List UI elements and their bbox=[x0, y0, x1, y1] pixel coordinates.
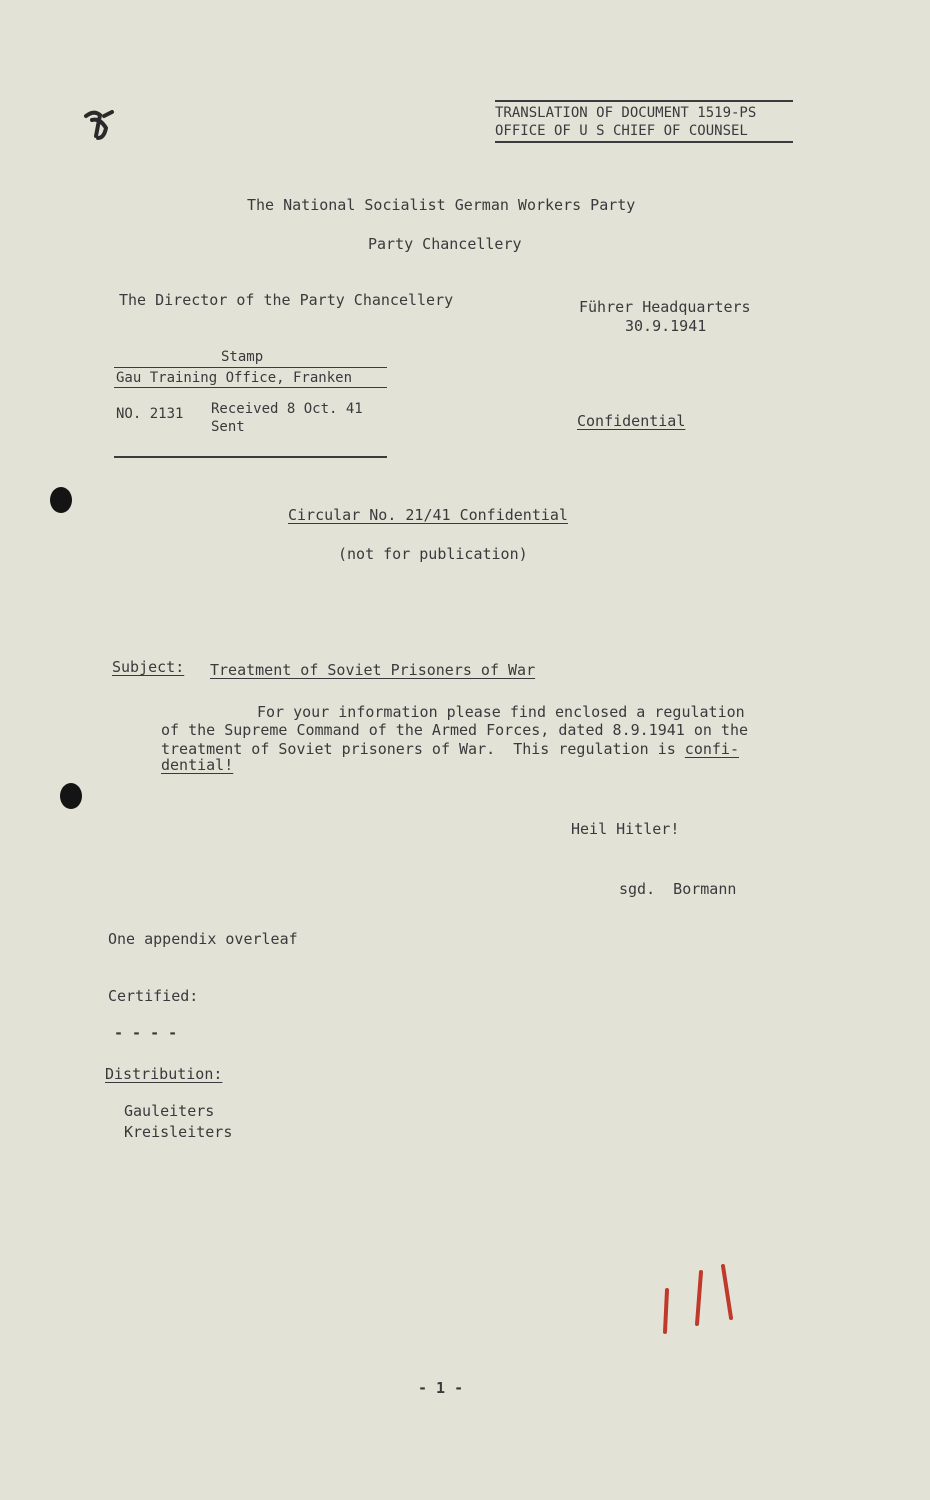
binder-hole-bottom bbox=[60, 783, 82, 809]
party-name: The National Socialist German Workers Party bbox=[247, 196, 636, 214]
subject-text: Treatment of Soviet Prisoners of War bbox=[210, 661, 536, 679]
header-top-rule bbox=[495, 100, 793, 102]
distribution-item: Kreisleiters bbox=[124, 1123, 233, 1141]
body-line-3-underlined: confi- bbox=[684, 740, 739, 758]
enclosure-note: One appendix overleaf bbox=[108, 930, 298, 948]
confidential-label: Confidential bbox=[577, 412, 686, 430]
office-line: OFFICE OF U S CHIEF OF COUNSEL bbox=[495, 123, 748, 139]
stamp-bottom-rule bbox=[114, 456, 387, 458]
body-line-3-text: treatment of Soviet prisoners of War. This regulation is bbox=[161, 740, 685, 758]
signature: sgd. Bormann bbox=[619, 880, 737, 898]
translation-line: TRANSLATION OF DOCUMENT 1519-PS bbox=[495, 105, 757, 121]
binder-hole-top bbox=[50, 487, 72, 513]
stamp-office-rule bbox=[114, 387, 387, 388]
body-line-4: dential! bbox=[161, 756, 234, 774]
page-number: - 1 - bbox=[418, 1379, 464, 1397]
subject-label: Subject: bbox=[112, 658, 185, 676]
ink-scribble-mark bbox=[82, 108, 126, 142]
stamp-title: Stamp bbox=[221, 349, 264, 365]
date-line: 30.9.1941 bbox=[625, 317, 707, 335]
stamp-number: NO. 2131 bbox=[116, 406, 184, 422]
body-line-3 bbox=[161, 740, 739, 759]
stamp-received: Received 8 Oct. 41 bbox=[211, 401, 363, 417]
stamp-office: Gau Training Office, Franken bbox=[116, 370, 353, 386]
certified-label: Certified: bbox=[108, 987, 199, 1005]
salute: Heil Hitler! bbox=[571, 820, 680, 838]
handwritten-red-mark bbox=[655, 1262, 739, 1342]
stamp-sent: Sent bbox=[211, 419, 245, 435]
distribution-item: Gauleiters bbox=[124, 1102, 215, 1120]
certified-dashes: - - - - bbox=[114, 1024, 178, 1042]
header-bottom-rule bbox=[495, 141, 793, 143]
chancellery-name: Party Chancellery bbox=[368, 235, 522, 253]
director-line: The Director of the Party Chancellery bbox=[119, 291, 454, 309]
body-line-2: of the Supreme Command of the Armed Forces, dated 8.9.1941 on the bbox=[161, 721, 748, 739]
distribution-label: Distribution: bbox=[105, 1065, 223, 1083]
circular-note: (not for publication) bbox=[338, 545, 528, 563]
body-line-1: For your information please find enclosed a regulation bbox=[257, 703, 745, 721]
location-line: Führer Headquarters bbox=[579, 298, 751, 316]
circular-title: Circular No. 21/41 Confidential bbox=[288, 506, 568, 524]
stamp-top-rule bbox=[114, 367, 387, 368]
